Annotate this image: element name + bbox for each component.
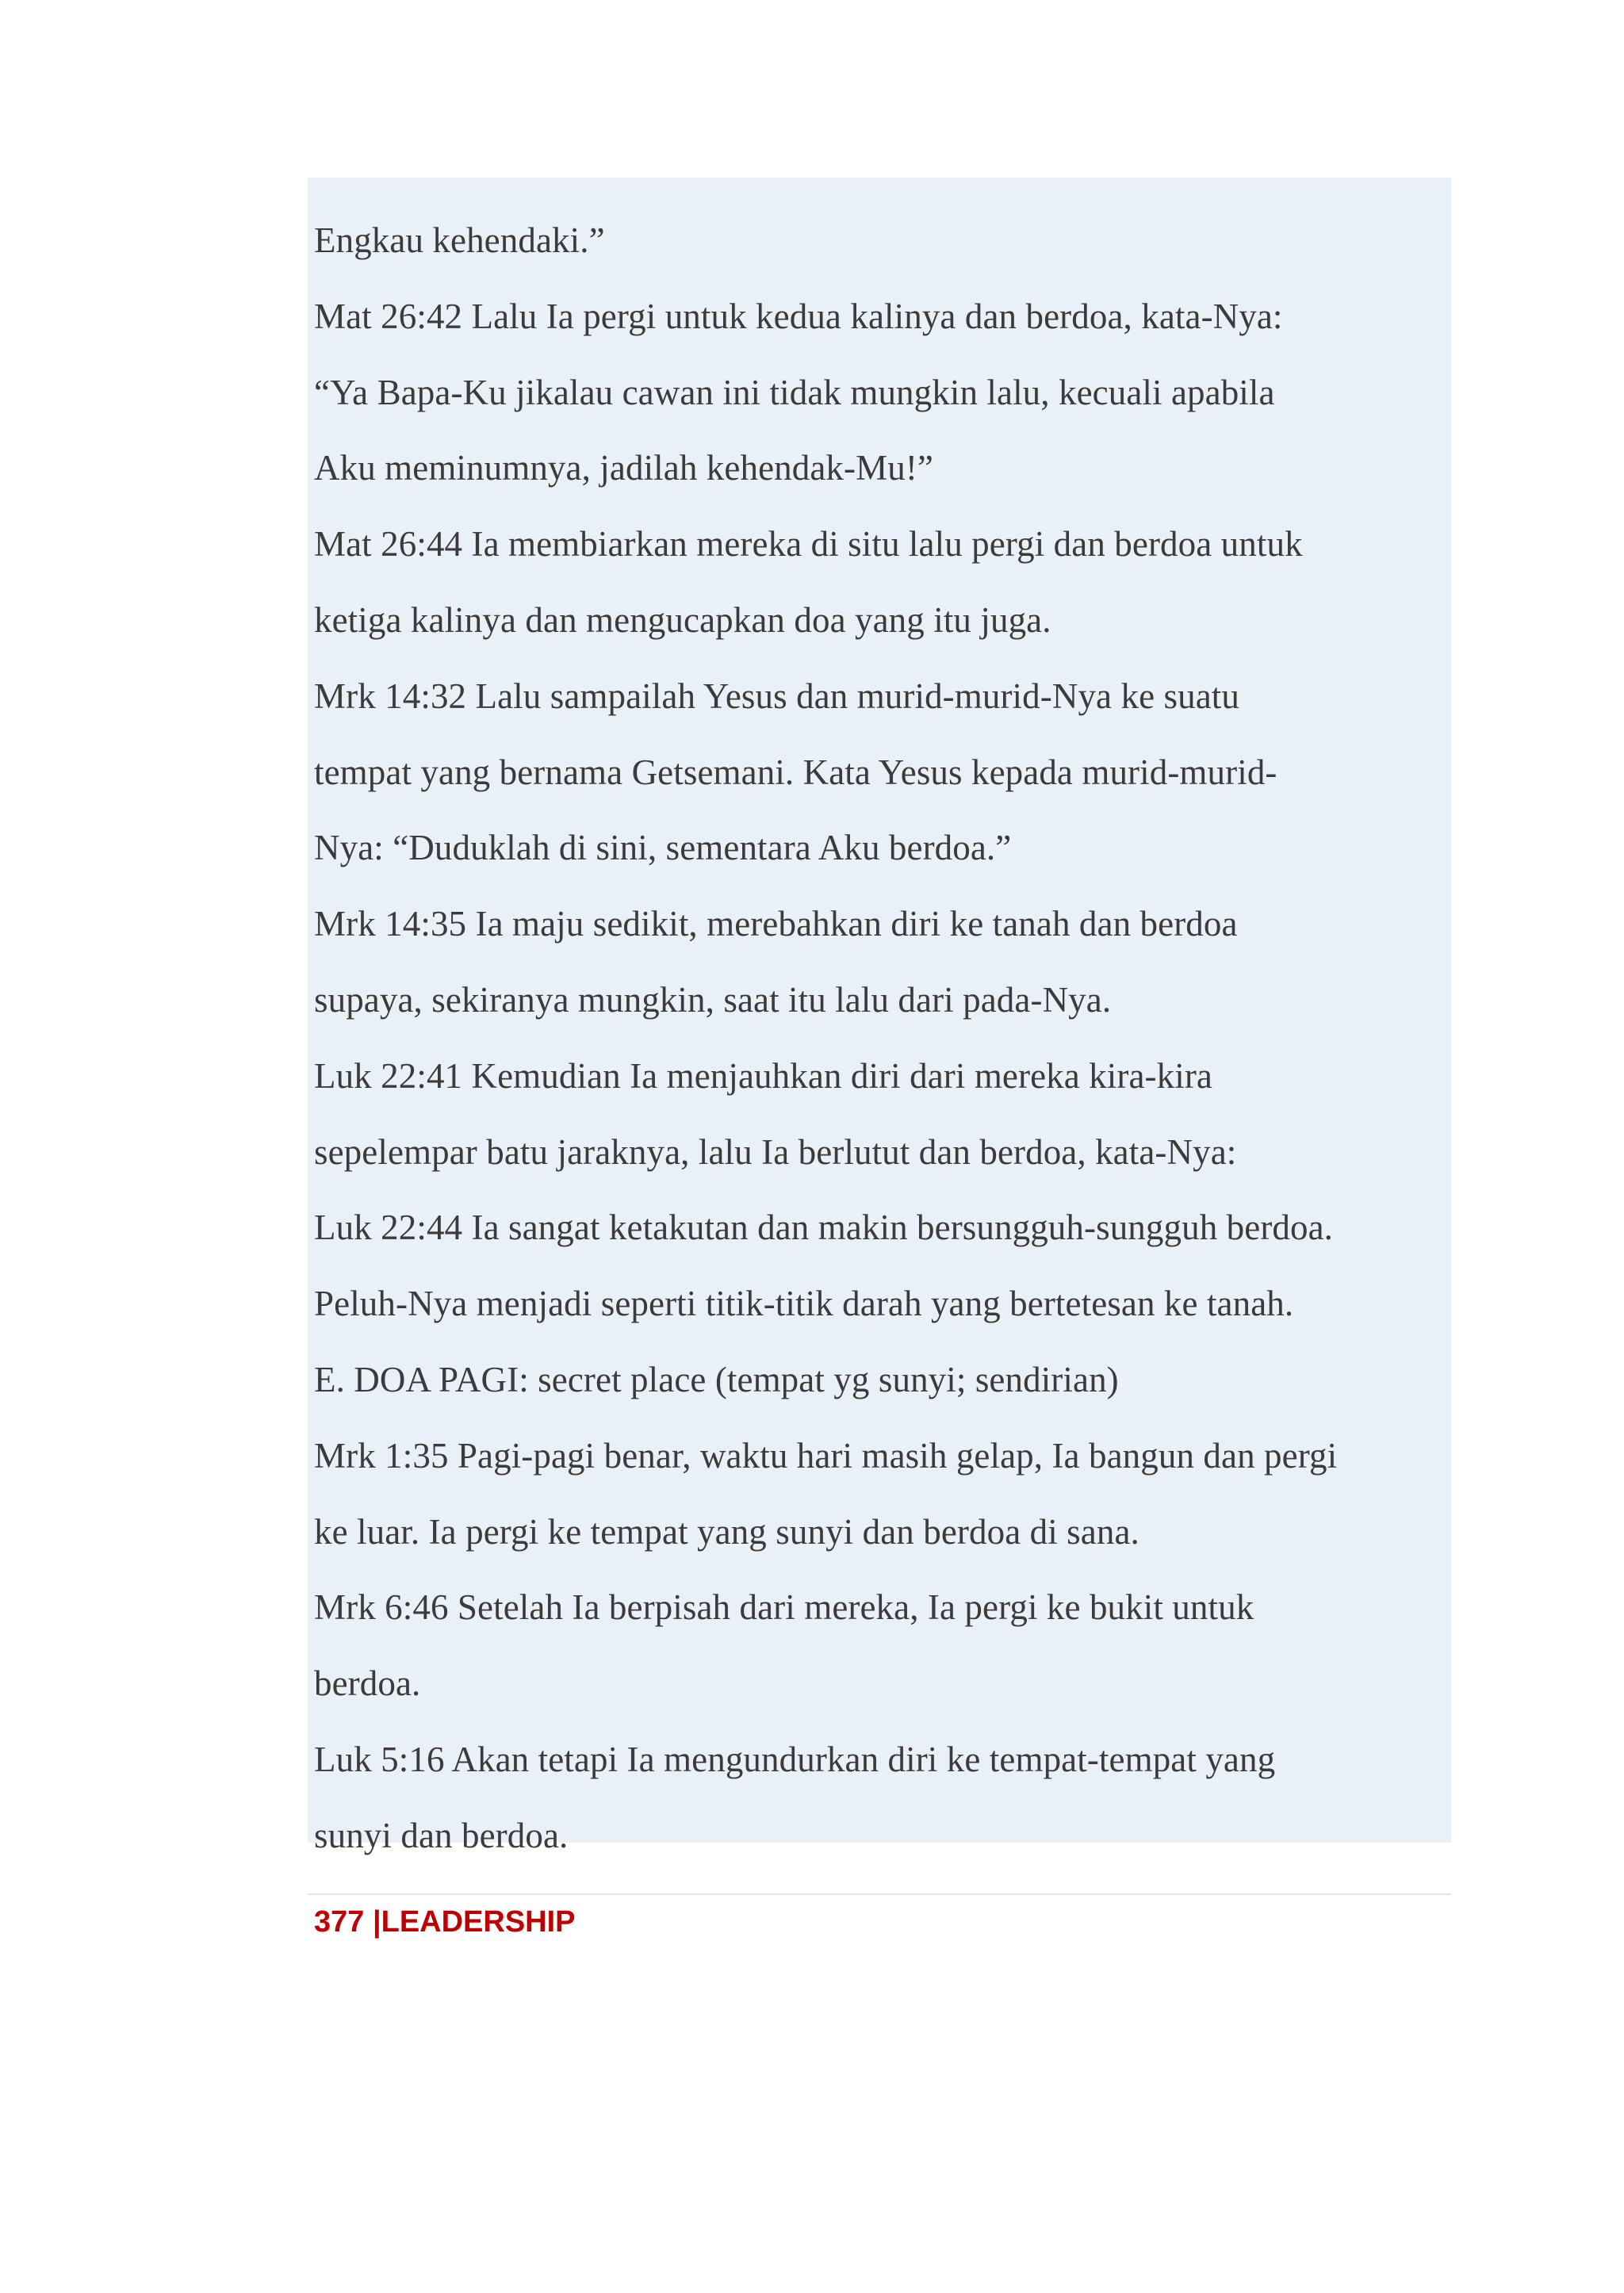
scripture-text-block <box>308 178 1451 1855</box>
text-line: supaya, sekiranya mungkin, saat itu lalu dari pada-Nya. <box>314 979 1112 1020</box>
text-line: Luk 22:41 Kemudian Ia menjauhkan diri dari mereka kira-kira <box>314 1055 1212 1096</box>
text-line: Nya: “Duduklah di sini, sementara Aku berdoa.” <box>314 828 1012 868</box>
text-line: berdoa. <box>314 1663 421 1704</box>
page-number: 377 <box>314 1905 365 1939</box>
text-line: Peluh-Nya menjadi seperti titik-titik darah yang bertetesan ke tanah. <box>314 1284 1294 1324</box>
footer-section-title: LEADERSHIP <box>381 1905 576 1939</box>
text-line: Mat 26:42 Lalu Ia pergi untuk kedua kalinya dan berdoa, kata-Nya: <box>314 296 1283 336</box>
text-line: tempat yang bernama Getsemani. Kata Yesus kepada murid-murid- <box>314 752 1277 792</box>
text-line: Mat 26:44 Ia membiarkan mereka di situ lalu pergi dan berdoa untuk <box>314 524 1303 565</box>
section-heading: E. DOA PAGI: secret place (tempat yg sunyi; sendirian) <box>314 1359 1119 1399</box>
text-line: Luk 5:16 Akan tetapi Ia mengundurkan diri ke tempat-tempat yang <box>314 1739 1276 1779</box>
text-line: Mrk 14:32 Lalu sampailah Yesus dan murid-murid-Nya ke suatu <box>314 676 1239 716</box>
text-line: ketiga kalinya dan mengucapkan doa yang itu juga. <box>314 599 1051 640</box>
text-line: Mrk 14:35 Ia maju sedikit, merebahkan diri ke tanah dan berdoa <box>314 904 1238 944</box>
page-footer <box>314 1901 576 1943</box>
text-line: sepelempar batu jaraknya, lalu Ia berlutut dan berdoa, kata-Nya: <box>314 1131 1237 1172</box>
footer-separator: | <box>364 1905 381 1939</box>
text-line: ke luar. Ia pergi ke tempat yang sunyi dan berdoa di sana. <box>314 1511 1139 1552</box>
text-line: Engkau kehendaki.” <box>314 220 605 260</box>
text-line: Luk 22:44 Ia sangat ketakutan dan makin bersungguh-sungguh berdoa. <box>314 1208 1334 1248</box>
text-line: Mrk 1:35 Pagi-pagi benar, waktu hari masih gelap, Ia bangun dan pergi <box>314 1435 1338 1476</box>
text-line: Aku meminumnya, jadilah kehendak-Mu!” <box>314 448 933 488</box>
text-line: sunyi dan berdoa. <box>314 1815 569 1855</box>
text-line: Mrk 6:46 Setelah Ia berpisah dari mereka, Ia pergi ke bukit untuk <box>314 1587 1254 1628</box>
footer-divider <box>308 1893 1451 1895</box>
text-line: “Ya Bapa-Ku jikalau cawan ini tidak mungkin lalu, kecuali apabila <box>314 372 1275 412</box>
